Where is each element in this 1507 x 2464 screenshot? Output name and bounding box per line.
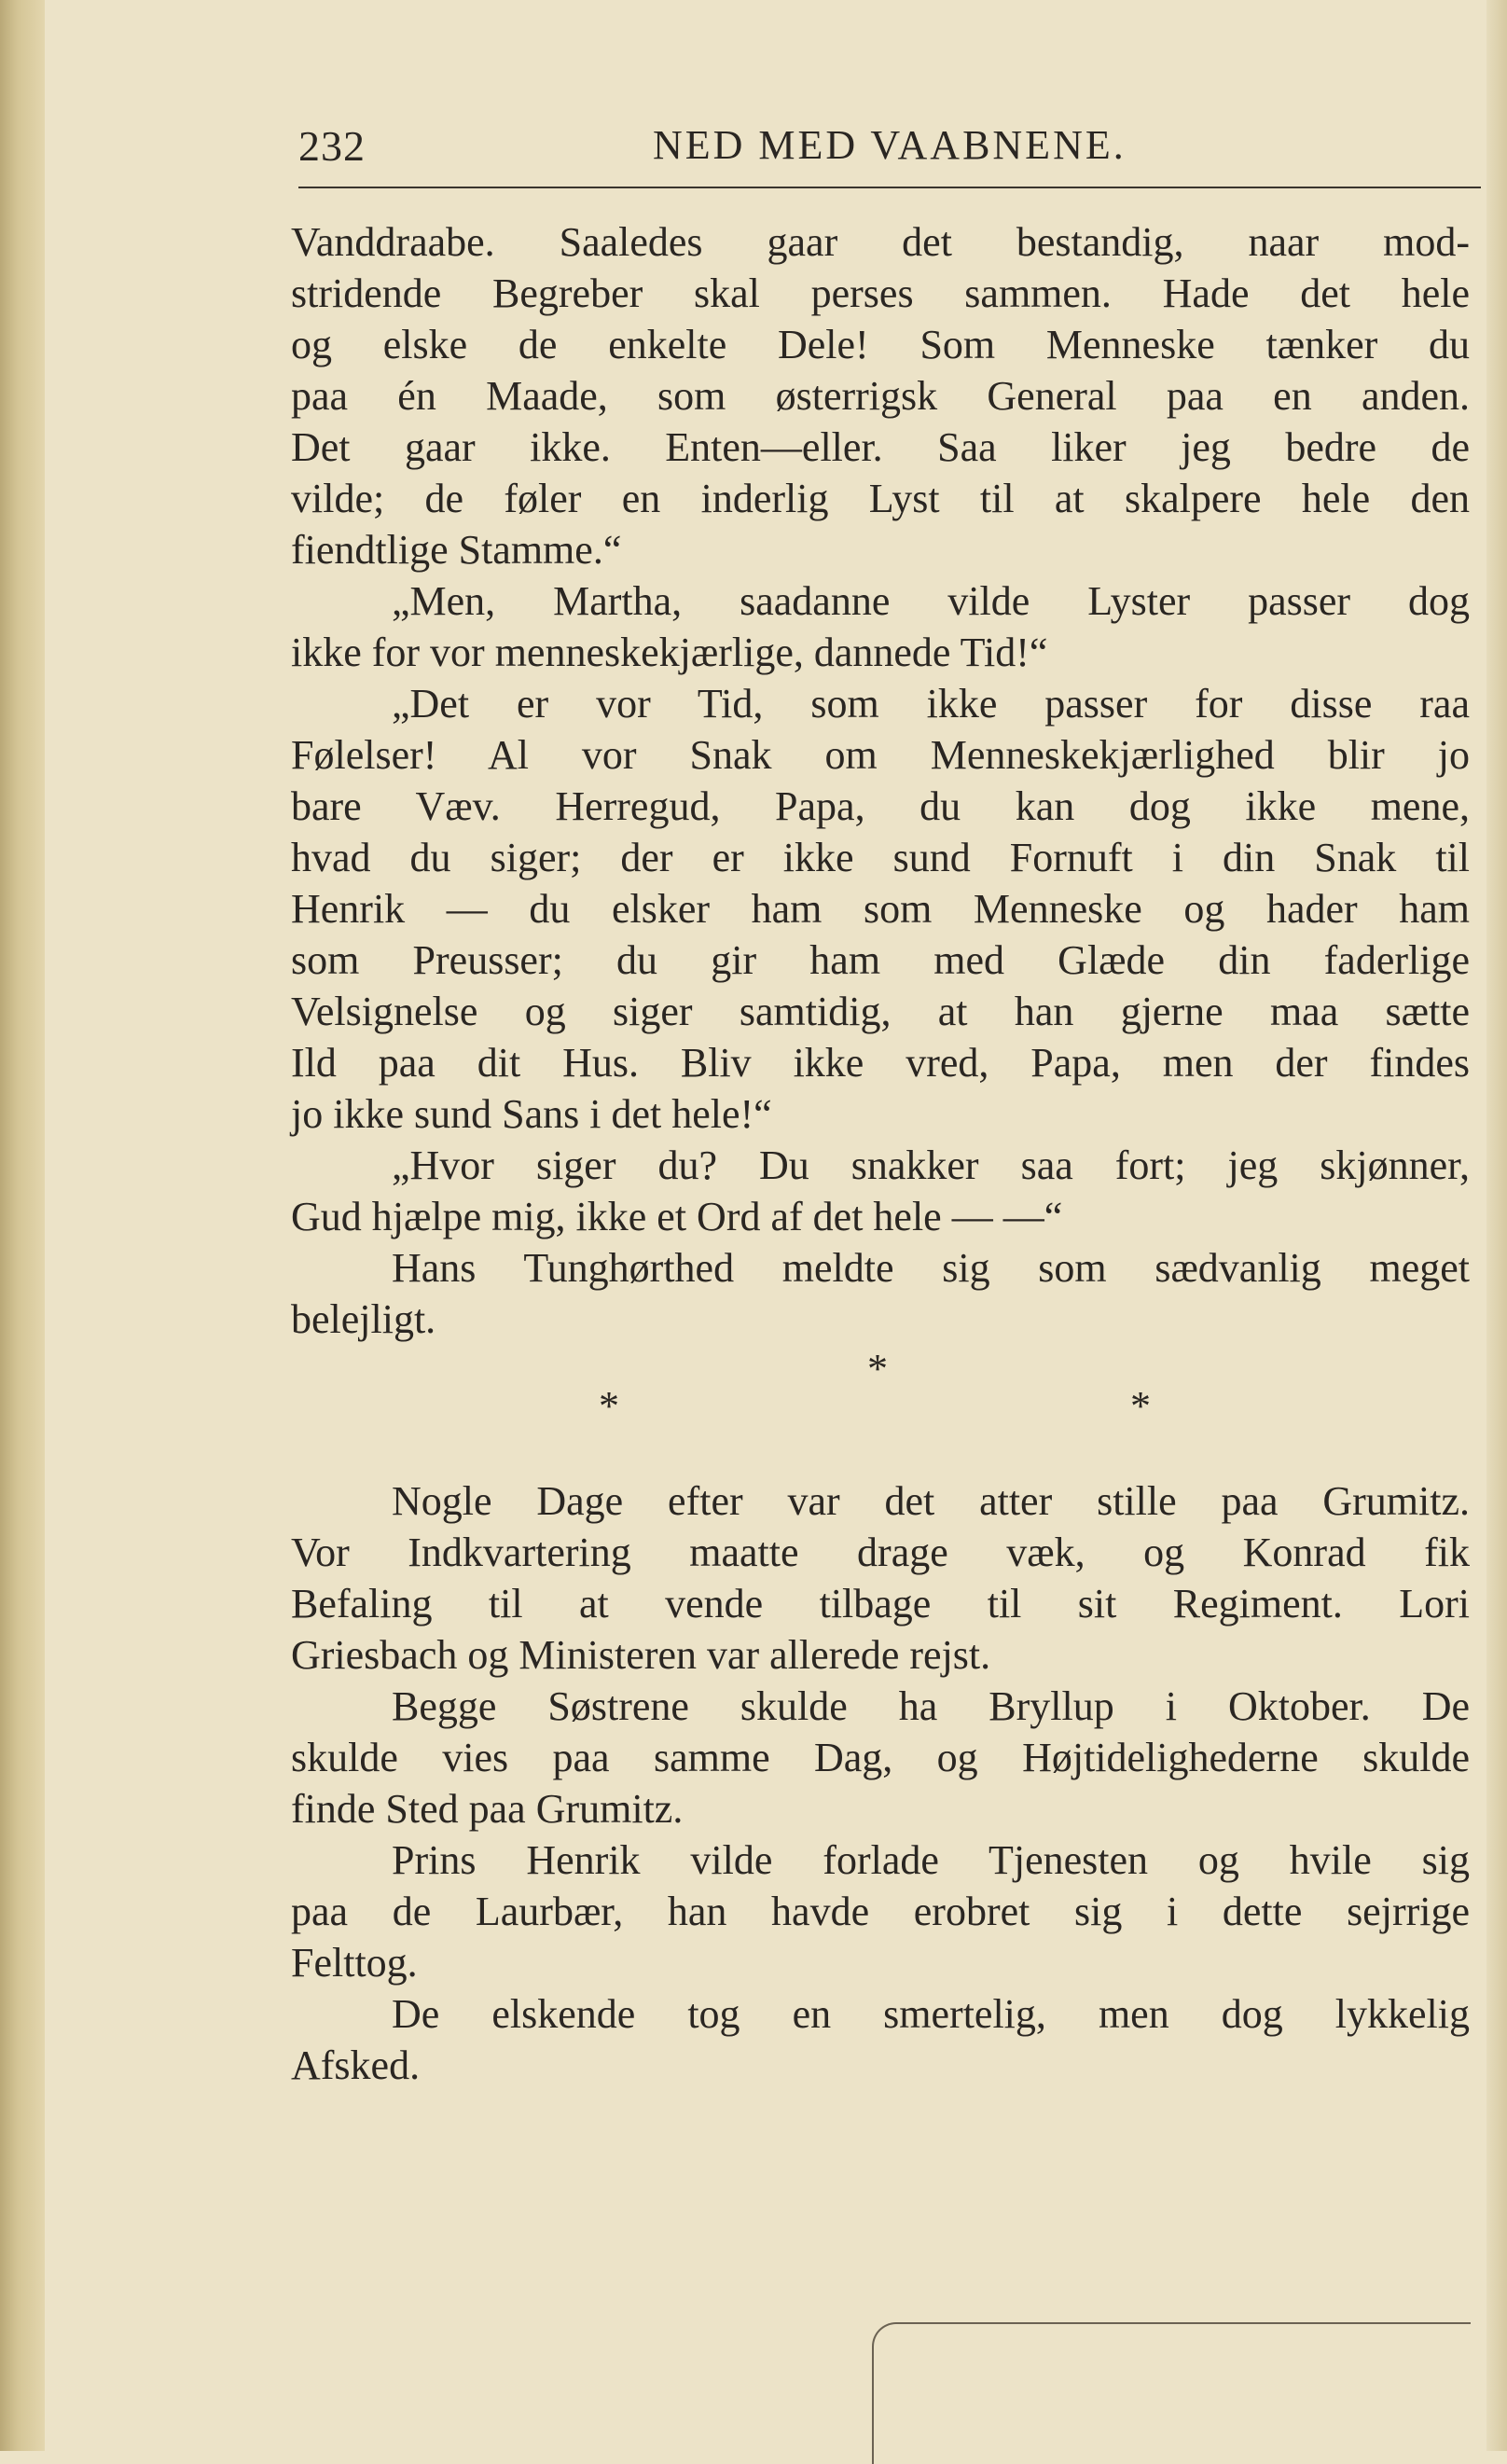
text-line: Prins Henrik vilde forlade Tjenesten og hvile sig bbox=[392, 1837, 1470, 1883]
text-line: „Hvor siger du? Du snakker saa fort; jeg skjønner, bbox=[392, 1142, 1470, 1188]
text-line: Begge Søstrene skulde ha Bryllup i Oktober. De bbox=[392, 1683, 1470, 1729]
text-line: vilde; de føler en inderlig Lyst til at skalpere hele den bbox=[291, 476, 1470, 521]
text-line: belejligt. bbox=[291, 1296, 436, 1342]
text-line: fiendtlige Stamme.“ bbox=[291, 527, 622, 573]
text-line: hvad du siger; der er ikke sund Fornuft i din Snak til bbox=[291, 835, 1470, 880]
section-break-asterism bbox=[291, 1345, 1470, 1475]
text-line: Hans Tunghørthed meldte sig som sædvanlig meget bbox=[392, 1245, 1470, 1291]
text-line: „Det er vor Tid, som ikke passer for disse raa bbox=[392, 681, 1470, 727]
asterisk-left: * bbox=[599, 1383, 619, 1429]
text-line: skulde vies paa samme Dag, og Højtidelighederne skulde bbox=[291, 1735, 1470, 1780]
text-line: Afsked. bbox=[291, 2042, 421, 2088]
text-line: som Preusser; du gir ham med Glæde din faderlige bbox=[291, 937, 1470, 983]
text-section-narrative bbox=[291, 1475, 1470, 2091]
text-line: paa de Laurbær, han havde erobret sig i dette sejrrige bbox=[291, 1889, 1470, 1934]
text-line: Griesbach og Ministeren var allerede rejst. bbox=[291, 1632, 991, 1678]
text-line: finde Sted paa Grumitz. bbox=[291, 1786, 684, 1832]
header-rule bbox=[298, 187, 1481, 188]
text-line: Vor Indkvartering maatte drage væk, og Konrad fik bbox=[291, 1530, 1470, 1575]
text-line: Befaling til at vende tilbage til sit Regiment. Lori bbox=[291, 1581, 1470, 1627]
text-line: stridende Begreber skal perses sammen. Hade det hele bbox=[291, 270, 1470, 316]
text-line: og elske de enkelte Dele! Som Menneske tænker du bbox=[291, 322, 1470, 367]
text-line: jo ikke sund Sans i det hele!“ bbox=[291, 1091, 772, 1137]
page-number: 232 bbox=[298, 122, 366, 170]
running-title: NED MED VAABNENE. bbox=[653, 122, 1127, 168]
text-section-dialogue bbox=[291, 216, 1470, 1345]
running-head bbox=[298, 121, 1483, 177]
text-line: Ild paa dit Hus. Bliv ikke vred, Papa, men der findes bbox=[291, 1040, 1470, 1086]
text-line: Vanddraabe. Saaledes gaar det bestandig, naar mod- bbox=[291, 219, 1470, 265]
text-line: ikke for vor menneskekjærlige, dannede Tid!“ bbox=[291, 630, 1048, 675]
text-line: Henrik — du elsker ham som Menneske og hader ham bbox=[291, 886, 1470, 932]
text-line: Velsignelse og siger samtidig, at han gjerne maa sætte bbox=[291, 989, 1470, 1034]
text-line: bare Væv. Herregud, Papa, du kan dog ikke mene, bbox=[291, 783, 1470, 829]
library-stamp-frame bbox=[872, 2322, 1471, 2464]
text-line: paa én Maade, som østerrigsk General paa en anden. bbox=[291, 373, 1470, 419]
text-line: „Men, Martha, saadanne vilde Lyster passer dog bbox=[392, 578, 1470, 624]
text-line: Det gaar ikke. Enten—eller. Saa liker jeg bedre de bbox=[291, 424, 1470, 470]
text-line: De elskende tog en smertelig, men dog lykkelig bbox=[392, 1991, 1470, 2037]
text-line: Felttog. bbox=[291, 1940, 418, 1986]
text-line: Gud hjælpe mig, ikke et Ord af det hele — —“ bbox=[291, 1194, 1063, 1239]
text-line: Nogle Dage efter var det atter stille paa Grumitz. bbox=[392, 1478, 1470, 1524]
body-text bbox=[291, 216, 1470, 2091]
asterisk-right: * bbox=[1130, 1383, 1151, 1429]
asterisk-top: * bbox=[867, 1346, 888, 1391]
text-line: Følelser! Al vor Snak om Menneskekjærlighed blir jo bbox=[291, 732, 1470, 778]
